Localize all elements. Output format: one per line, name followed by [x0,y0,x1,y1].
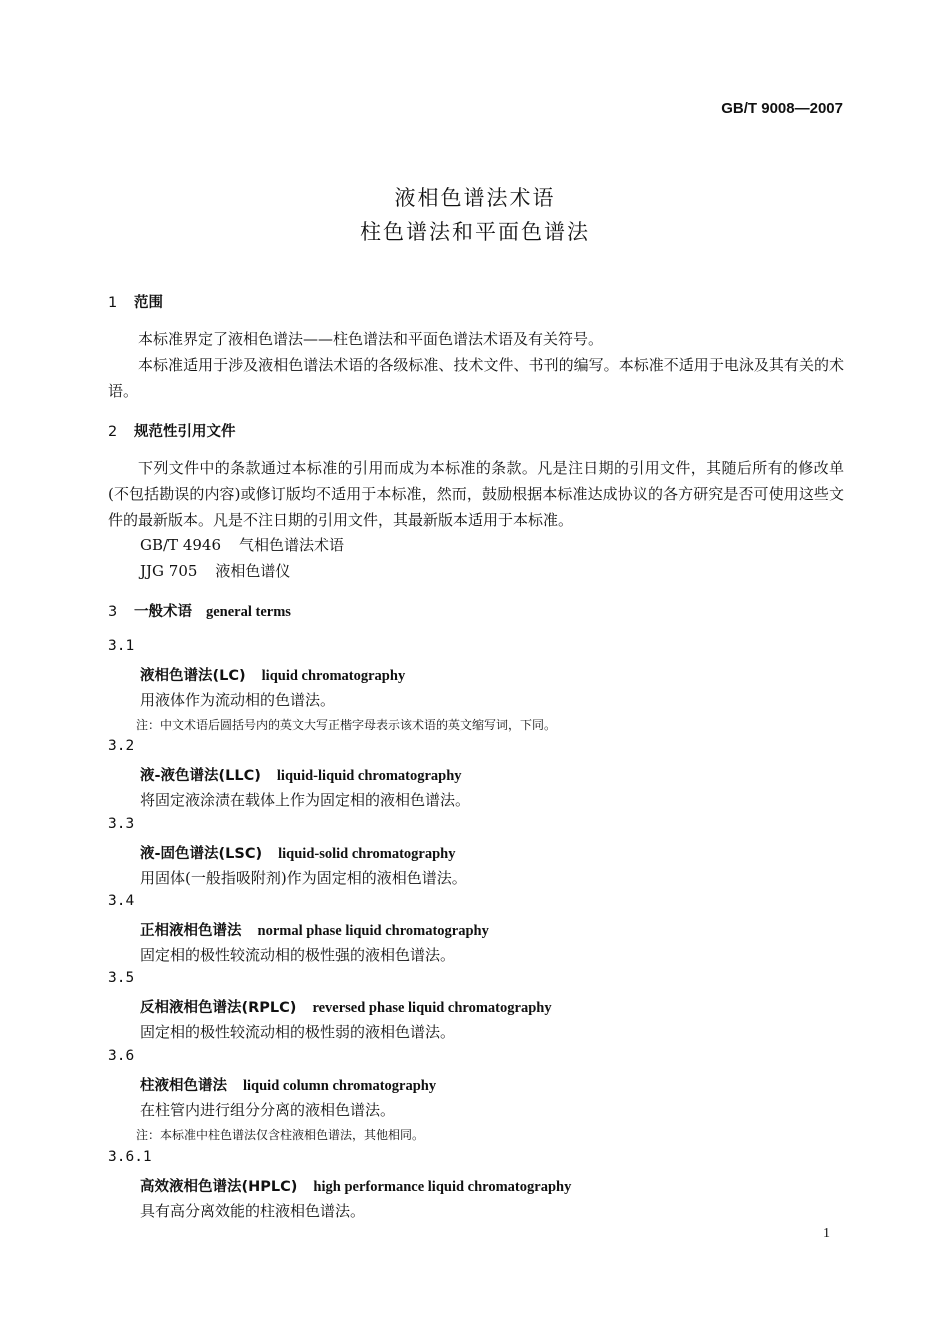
term-definition: 固定相的极性较流动相的极性弱的液相色谱法。 [140,1023,456,1041]
section-3-heading [108,600,291,621]
reference-item [140,534,344,555]
document-title-line-2: 柱色谱法和平面色谱法 [360,220,590,244]
term-en: high performance liquid chromatography [313,1179,572,1195]
term-zh: 液-液色谱法(LLC) [140,768,261,784]
term-en: reversed phase liquid chromatography [312,1000,552,1016]
term-definition: 将固定液涂渍在载体上作为固定相的液相色谱法。 [140,791,471,809]
term-definition: 用固体(一般指吸附剂)作为固定相的液相色谱法。 [140,869,467,887]
term-heading [140,919,489,940]
term-definition: 具有高分离效能的柱液相色谱法。 [140,1202,366,1220]
term-zh: 液-固色谱法(LSC) [140,846,263,862]
term-number: 3.5 [108,970,135,986]
term-number: 3.3 [108,816,135,832]
term-zh: 反相液相色谱法(RPLC) [140,1000,297,1016]
term-number: 3.2 [108,738,135,754]
page-number: 1 [823,1226,830,1241]
reference-code: GB/T 4946 [140,536,222,554]
section-title: 范围 [134,295,163,311]
term-en: liquid chromatography [261,668,406,684]
section-title: 一般术语 [134,604,192,620]
term-zh: 高效液相色谱法(HPLC) [140,1179,298,1195]
section-title: 规范性引用文件 [134,424,236,440]
term-note: 注：本标准中柱色谱法仅含柱液相色谱法，其他相同。 [136,1128,425,1142]
term-heading [140,842,456,863]
section-1-heading [108,291,163,312]
term-number: 3.1 [108,638,135,654]
section-number: 3 [108,604,118,620]
term-zh: 液相色谱法(LC) [140,668,246,684]
term-heading [140,1175,571,1196]
term-zh: 柱液相色谱法 [140,1078,227,1094]
term-definition: 在柱管内进行组分分离的液相色谱法。 [140,1101,396,1119]
term-definition: 固定相的极性较流动相的极性强的液相色谱法。 [140,946,456,964]
term-number: 3.6.1 [108,1149,152,1165]
section-number: 2 [108,424,118,440]
section-2-paragraph-1: 下列文件中的条款通过本标准的引用而成为本标准的条款。凡是注日期的引用文件，其随后所有的修改单(不包括勘误的内容)或修订版均不适用于本标准，然而，鼓励根据本标准达成协议的各方研究是否可使用这些文件的最新版本。凡是不注日期的引用文件，其最新版本适用于本标准。 [108,459,844,529]
term-number: 3.4 [108,893,135,909]
term-zh: 正相液相色谱法 [140,923,242,939]
standard-code: GB/T 9008—2007 [721,100,843,117]
term-note: 注：中文术语后圆括号内的英文大写正楷字母表示该术语的英文缩写词，下同。 [136,718,557,732]
term-definition: 用液体作为流动相的色谱法。 [140,691,336,709]
reference-name: 液相色谱仪 [215,562,291,580]
reference-name: 气相色谱法术语 [239,536,345,554]
term-en: liquid-liquid chromatography [276,768,462,784]
term-heading [140,1074,436,1095]
term-en: normal phase liquid chromatography [257,923,489,939]
term-heading [140,764,462,785]
section-title-en: general terms [206,604,291,620]
document-title-line-1: 液相色谱法术语 [394,186,556,210]
term-en: liquid-solid chromatography [278,846,456,862]
section-2-heading [108,420,236,441]
section-1-paragraph-1: 本标准界定了液相色谱法——柱色谱法和平面色谱法术语及有关符号。 [138,330,604,348]
term-number: 3.6 [108,1048,135,1064]
term-heading [140,996,552,1017]
term-heading [140,664,405,685]
section-1-paragraph-2: 本标准适用于涉及液相色谱法术语的各级标准、技术文件、书刊的编写。本标准不适用于电泳及其有关的术语。 [108,356,844,400]
reference-item [140,560,290,581]
reference-code: JJG 705 [140,562,198,580]
section-number: 1 [108,295,118,311]
term-en: liquid column chromatography [243,1078,437,1094]
